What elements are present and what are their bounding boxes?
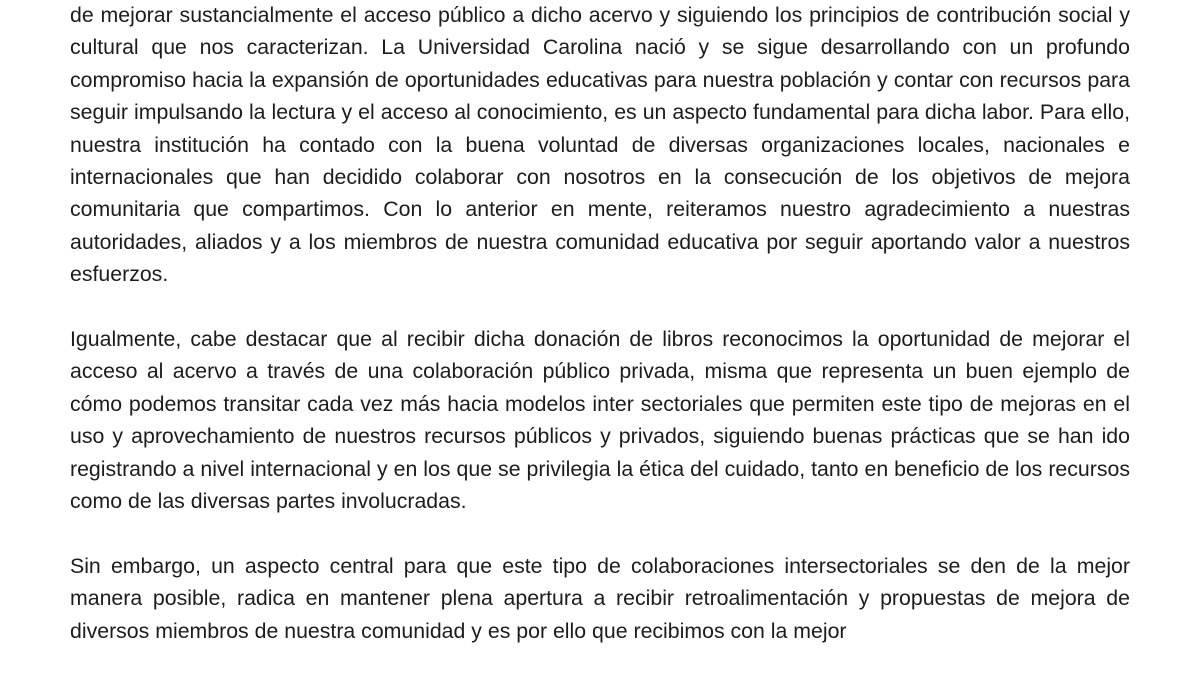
paragraph-donacion: Igualmente, cabe destacar que al recibir dicha donación de libros reconocimos la oportunidad de mejorar el acceso al acervo a través de una colaboración público privada, misma que representa un buen ejemplo de cómo podemos transitar cada vez más hacia modelos inter sectoriales que permiten este tipo de mejoras en el uso y aprovechamiento de nuestros recursos públicos y privados, siguiendo buenas prácticas que se han ido registrando a nivel internacional y en los que se privilegia la ética del cuidado, tanto en beneficio de los recursos como de las diversas partes involucradas. (70, 327, 1130, 514)
paragraph-acervo: de mejorar sustancialmente el acceso público a dicho acervo y siguiendo los principios de contribución social y cultural que nos caracterizan. La Universidad Carolina nació y se sigue desarrollando con un profundo compromiso hacia la expansión de oportunidades educativas para nuestra población y contar con recursos para seguir impulsando la lectura y el acceso al conocimiento, es un aspecto fundamental para dicha labor. Para ello, nuestra institución ha contado con la buena voluntad de diversas organizaciones locales, nacionales e internacionales que han decidido colaborar con nosotros en la consecución de los objetivos de mejora comunitaria que compartimos. Con lo anterior en mente, reiteramos nuestro agradecimiento a nuestras autoridades, aliados y a los miembros de nuestra comunidad educativa por seguir aportando valor a nuestros esfuerzos. (70, 3, 1130, 287)
paragraph-colaboraciones: Sin embargo, un aspecto central para que este tipo de colaboraciones intersectoriales se den de la mejor manera posible, radica en mantener plena apertura a recibir retroalimentación y propuestas de mejora de diversos miembros de nuestra comunidad y es por ello que recibimos con la mejor (70, 553, 1130, 643)
document-page (70, 0, 1130, 679)
